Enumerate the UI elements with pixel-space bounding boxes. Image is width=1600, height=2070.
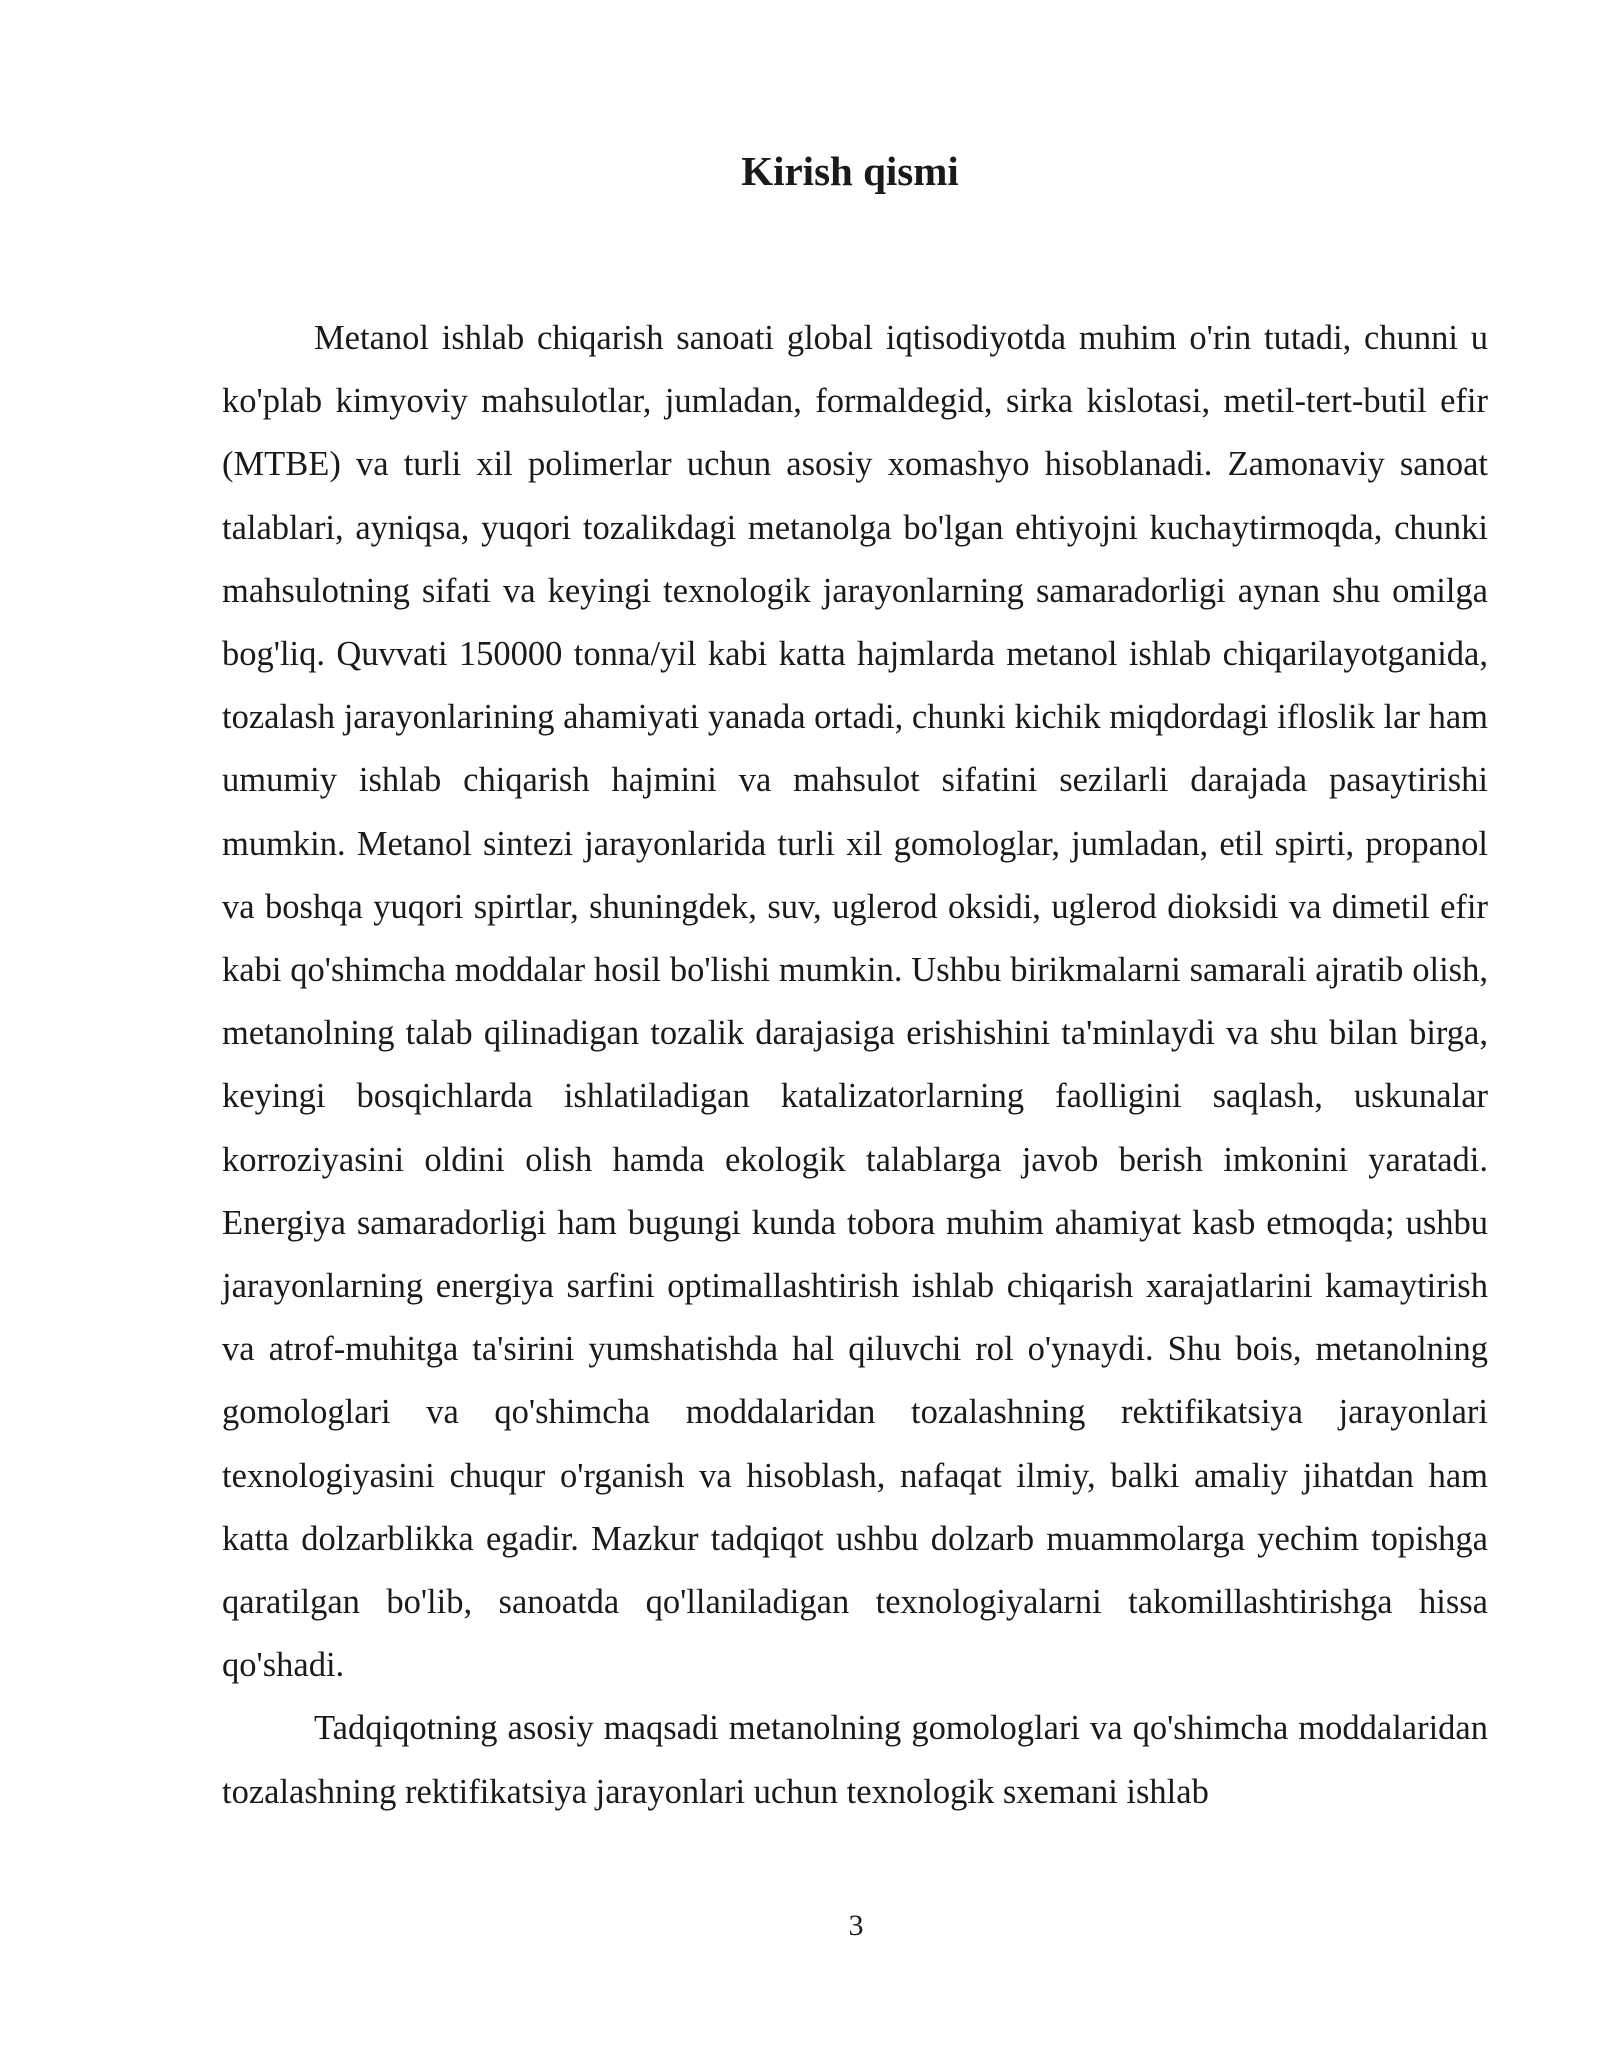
paragraph-research-goal: Tadqiqotning asosiy maqsadi metanolning gomologlari va qo'shimcha moddalaridan tozalashning rektifikatsiya jarayonlari uchun texnologik sxemani ishlab	[222, 1709, 1488, 1811]
section-title: Kirish qismi	[741, 148, 959, 194]
body-text	[222, 307, 1488, 1824]
paragraph-introduction: Metanol ishlab chiqarish sanoati global iqtisodiyotda muhim o'rin tutadi, chunni u ko'plab kimyoviy mahsulotlar, jumladan, formaldegid, sirka kislotasi, metil-tert-butil efir (MTBE) va turli xil polimerlar uchun asosiy xomashyo hisoblanadi. Zamonaviy sanoat talablari, ayniqsa, yuqori tozalikdagi metanolga bo'lgan ehtiyojni kuchaytirmoqda, chunki mahsulotning sifati va keyingi texnologik jarayonlarning samaradorligi aynan shu omilga bog'liq. Quvvati 150000 tonna/yil kabi katta hajmlarda metanol ishlab chiqarilayotganida, tozalash jarayonlarining ahamiyati yanada ortadi, chunki kichik miqdordagi ifloslik lar ham umumiy ishlab chiqarish hajmini va mahsulot sifatini sezilarli darajada pasaytirishi mumkin. Metanol sintezi jarayonlarida turli xil gomologlar, jumladan, etil spirti, propanol va boshqa yuqori spirtlar, shuningdek, suv, uglerod oksidi, uglerod dioksidi va dimetil efir kabi qo'shimcha moddalar hosil bo'lishi mumkin. Ushbu birikmalarni samarali ajratib olish, metanolning talab qilinadigan tozalik darajasiga erishishini ta'minlaydi va shu bilan birga, keyingi bosqichlarda ishlatiladigan katalizatorlarning faolligini saqlash, uskunalar korroziyasini oldini olish hamda ekologik talablarga javob berish imkonini yaratadi. Energiya samaradorligi ham bugungi kunda tobora muhim ahamiyat kasb etmoqda; ushbu jarayonlarning energiya sarfini optimallashtirish ishlab chiqarish xarajatlarini kamaytirish va atrof-muhitga ta'sirini yumshatishda hal qiluvchi rol o'ynaydi. Shu bois, metanolning gomologlari va qo'shimcha moddalaridan tozalashning rektifikatsiya jarayonlari texnologiyasini chuqur o'rganish va hisoblash, nafaqat ilmiy, balki amaliy jihatdan ham katta dolzarblikka egadir. Mazkur tadqiqot ushbu dolzarb muammolarga yechim topishga qaratilgan bo'lib, sanoatda qo'llaniladigan texnologiyalarni takomillashtirishga hissa qo'shadi.	[222, 319, 1488, 1685]
page-number: 3	[848, 1909, 864, 1942]
